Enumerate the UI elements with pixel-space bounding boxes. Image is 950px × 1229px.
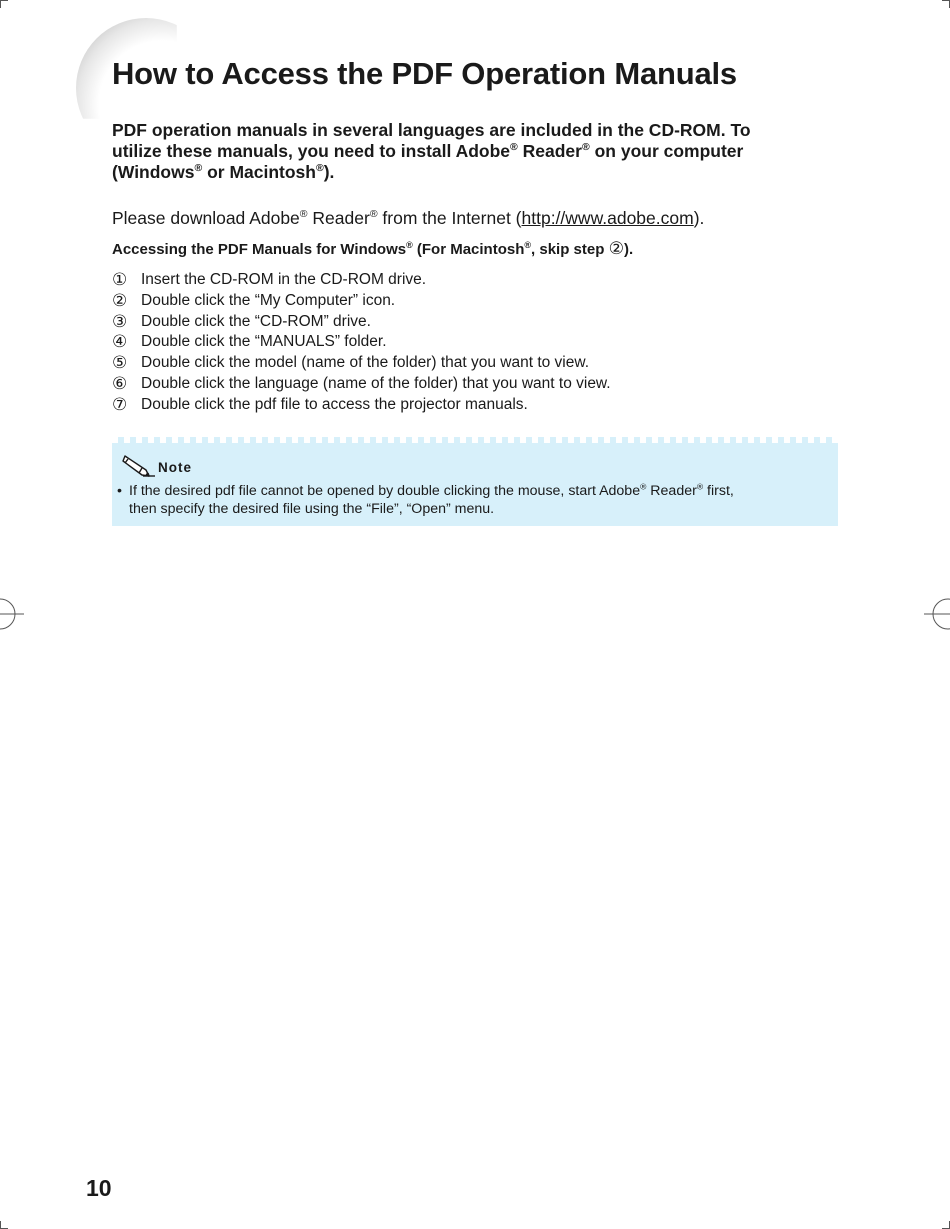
registered-mark: ® — [315, 162, 324, 175]
step-number: ③ — [112, 311, 128, 331]
list-item — [112, 312, 611, 333]
intro-text: (Windows — [112, 162, 195, 182]
registered-mark: ® — [696, 481, 704, 492]
download-instruction — [112, 207, 704, 229]
step-text: Double click the model (name of the folder) that you want to view. — [141, 354, 590, 372]
list-item — [112, 374, 611, 395]
steps-heading-text: (For Macintosh — [412, 241, 525, 258]
registered-mark: ® — [640, 481, 647, 492]
note-header — [122, 452, 192, 478]
step-reference: ② — [608, 238, 625, 258]
registration-mark-right — [924, 597, 950, 631]
crop-mark — [0, 0, 8, 1]
download-text: Reader — [307, 208, 370, 228]
download-text: Please download Adobe — [112, 208, 300, 228]
steps-heading — [112, 238, 633, 260]
steps-heading-text: Accessing the PDF Manuals for Windows — [112, 241, 407, 258]
list-item — [112, 332, 611, 353]
registered-mark: ® — [194, 162, 203, 175]
page-title: How to Access the PDF Operation Manuals — [112, 56, 737, 91]
intro-paragraph — [112, 120, 832, 183]
list-item — [112, 353, 611, 374]
intro-text: ). — [323, 162, 335, 182]
registered-mark: ® — [299, 208, 308, 221]
step-number: ⑤ — [112, 353, 128, 373]
step-number: ① — [112, 270, 128, 289]
steps-heading-text: , skip step — [531, 241, 609, 258]
pencil-icon — [122, 452, 156, 478]
note-box — [112, 437, 838, 526]
step-text: Double click the “MANUALS” folder. — [141, 333, 387, 351]
note-label: Note — [158, 459, 192, 475]
step-text: Double click the pdf file to access the projector manuals. — [141, 395, 528, 413]
intro-text: or Macintosh — [202, 162, 316, 182]
registered-mark: ® — [369, 208, 378, 221]
list-item — [112, 395, 611, 416]
step-text: Double click the “CD-ROM” drive. — [141, 312, 371, 330]
crop-mark — [942, 0, 950, 1]
registration-mark-left — [0, 597, 26, 631]
step-number: ⑥ — [112, 373, 128, 393]
intro-text: PDF operation manuals in several languages are included in the CD-ROM. To — [112, 120, 751, 140]
steps-list — [112, 270, 611, 416]
registered-mark: ® — [581, 141, 590, 154]
step-number: ② — [112, 290, 128, 310]
intro-text: Reader — [517, 141, 582, 161]
crop-mark — [0, 0, 1, 8]
download-text: ). — [693, 208, 705, 228]
note-line: first, — [703, 483, 734, 499]
note-line: Reader — [646, 483, 697, 499]
registered-mark: ® — [406, 240, 413, 250]
adobe-link[interactable]: http://www.adobe.com — [521, 208, 694, 228]
step-text: Double click the “My Computer” icon. — [141, 291, 396, 309]
note-bullet: • — [117, 483, 122, 499]
note-dashed-border — [112, 437, 838, 443]
registered-mark: ® — [524, 240, 532, 250]
note-line: then specify the desired file using the “File”, “Open” menu. — [129, 500, 495, 517]
note-line: If the desired pdf file cannot be opened by double clicking the mouse, start Adobe — [129, 483, 641, 499]
step-number: ④ — [112, 332, 128, 352]
step-text: Insert the CD-ROM in the CD-ROM drive. — [141, 271, 427, 288]
page-number: 10 — [86, 1175, 112, 1201]
list-item — [112, 291, 611, 312]
list-item — [112, 270, 611, 291]
step-text: Double click the language (name of the folder) that you want to view. — [141, 374, 611, 392]
intro-text: utilize these manuals, you need to install Adobe — [112, 141, 511, 161]
step-number: ⑦ — [112, 394, 128, 414]
intro-text: on your computer — [589, 141, 744, 161]
note-text — [117, 483, 817, 518]
registered-mark: ® — [510, 141, 518, 154]
download-text: from the Internet ( — [377, 208, 522, 228]
steps-heading-text: ). — [624, 241, 634, 258]
